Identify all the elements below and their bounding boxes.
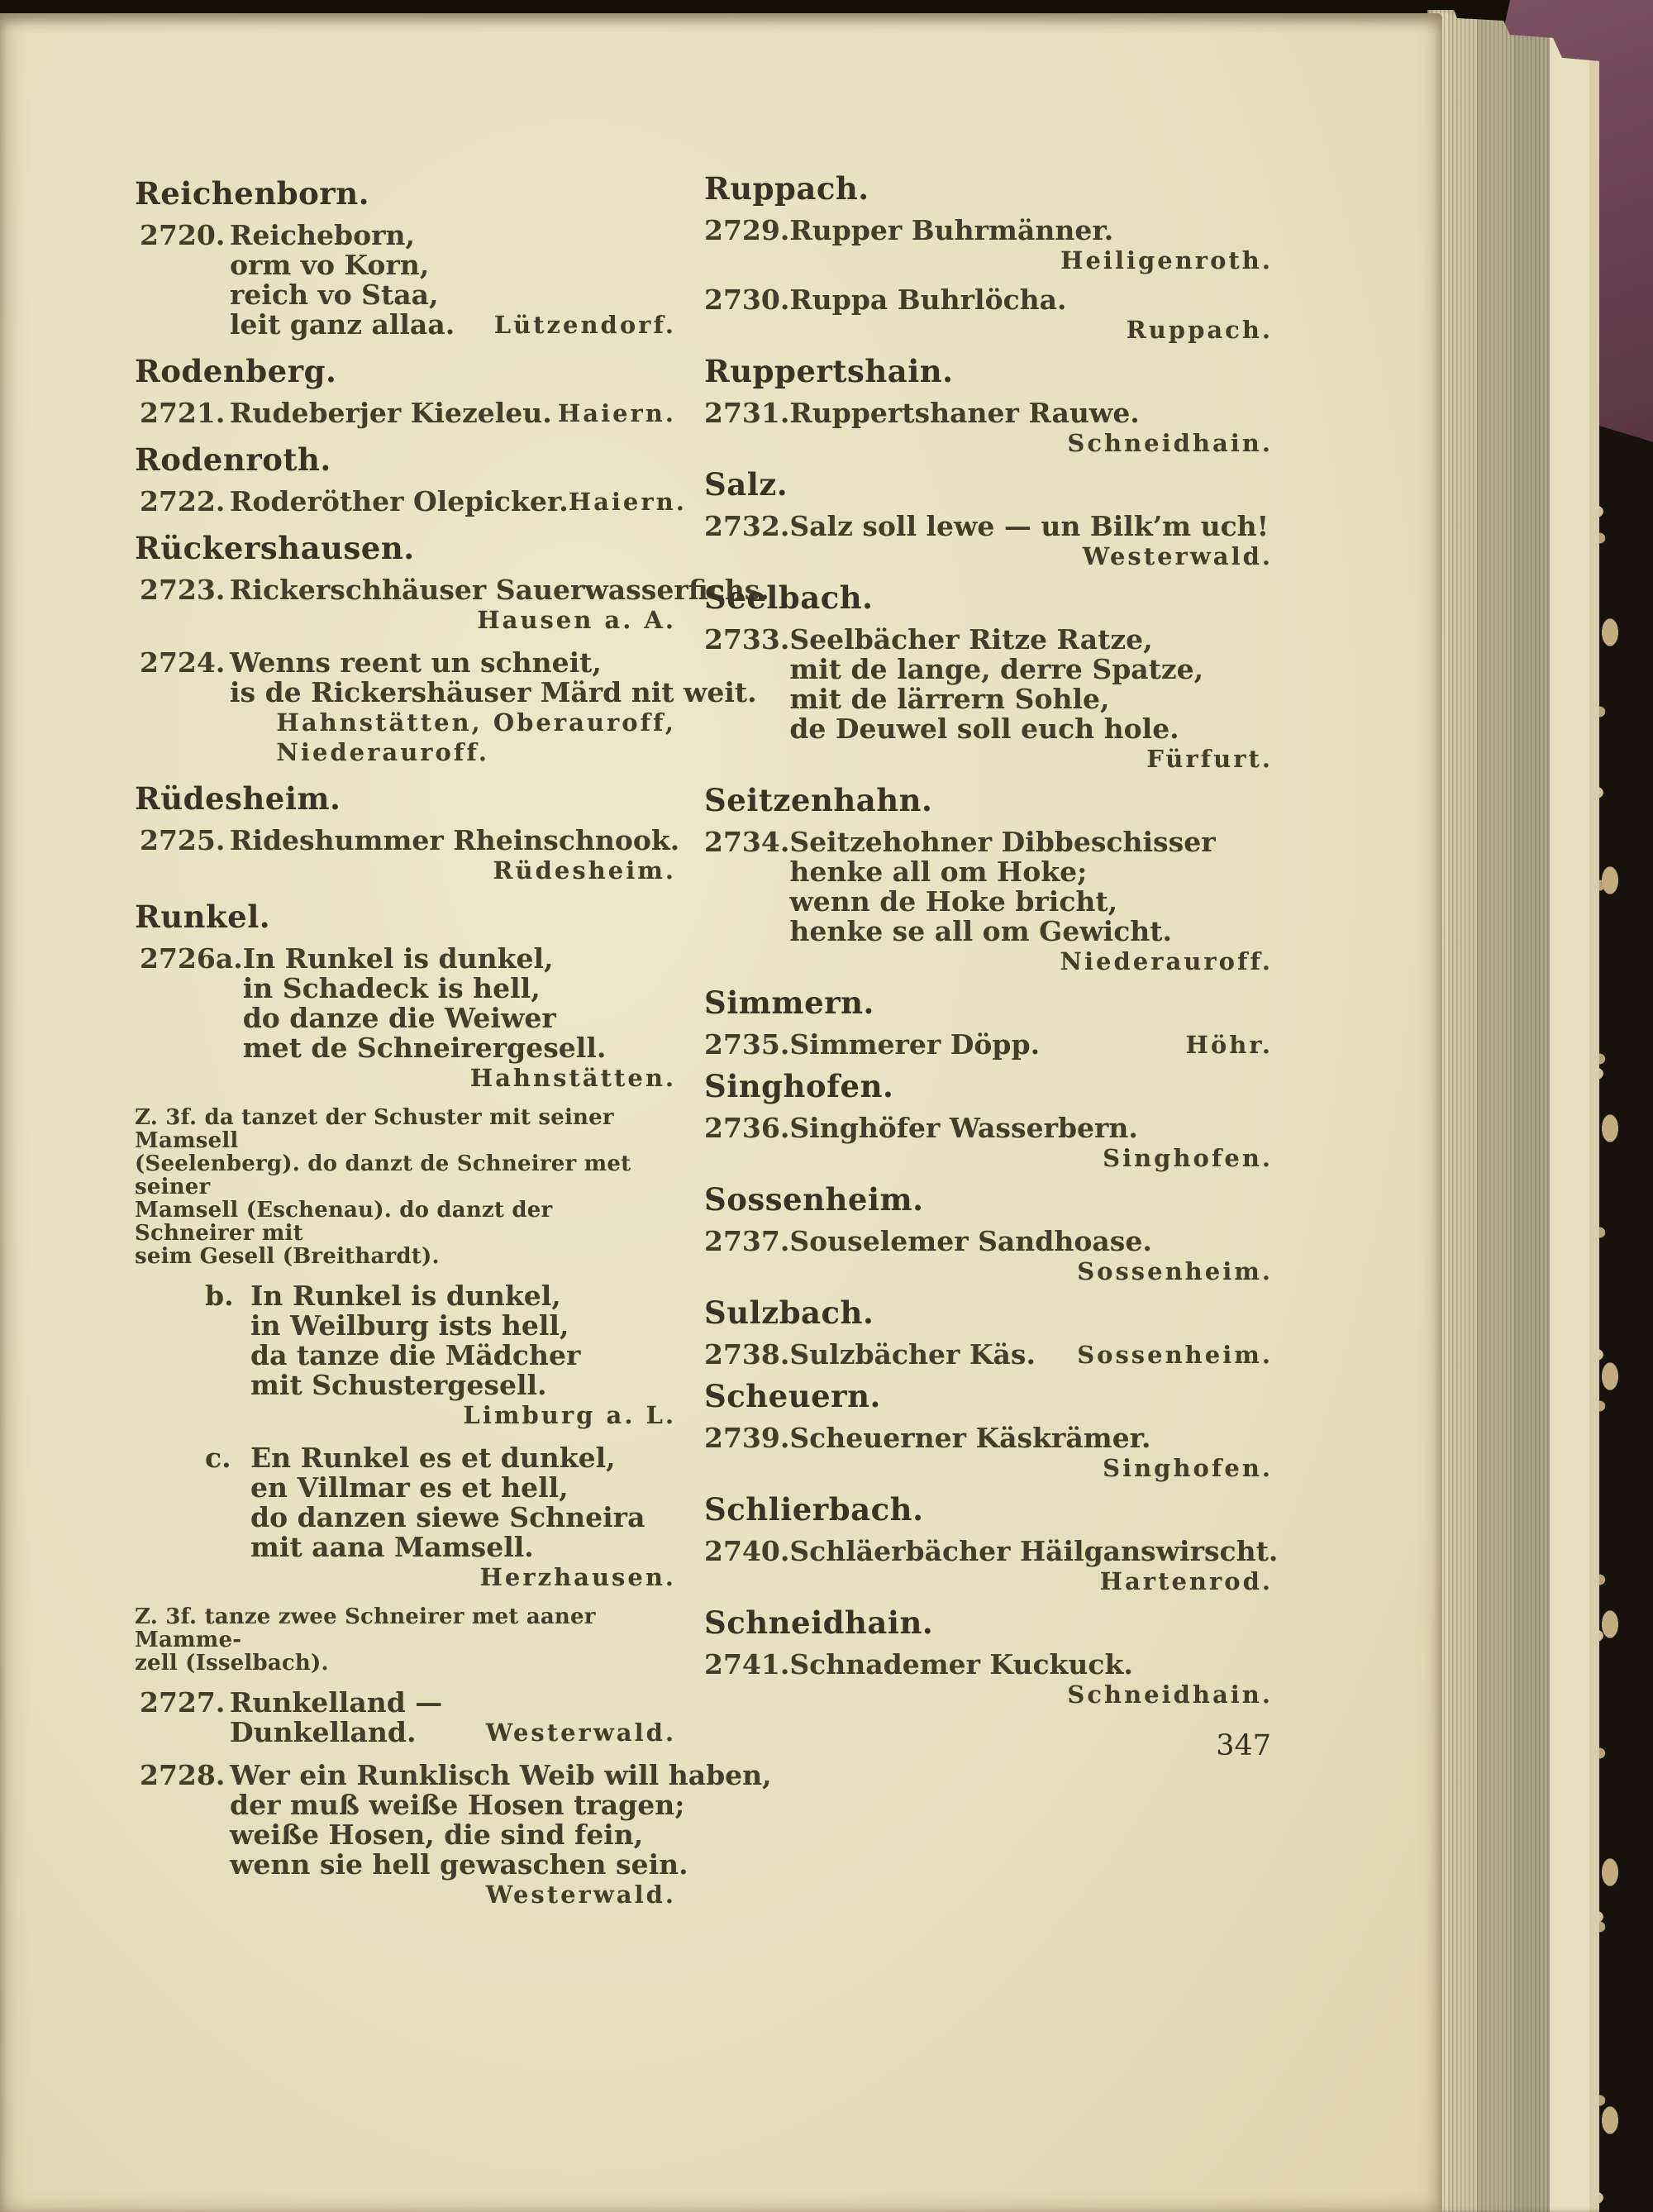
verse-line: Souselemer Sandhoase. [789,1225,1152,1257]
attribution-lines [470,1063,676,1093]
attribution: Sossenheim. [1077,1257,1273,1285]
verse-line: der muß weiße Hosen tragen; [230,1789,685,1821]
entry-verse [230,221,676,340]
entry [135,824,680,885]
attribution: Höhr. [1185,1031,1273,1059]
verse-line [789,1340,1273,1370]
attribution-lines [1103,1143,1273,1173]
attribution-lines [1100,1566,1273,1596]
entry [135,574,769,635]
section-heading: Singhofen. [704,1068,894,1104]
attribution-block [789,428,1273,458]
attribution-block [243,1063,676,1093]
section-heading: Sulzbach. [704,1294,874,1331]
entry [135,944,676,1093]
entry-verse [230,1759,772,1909]
attribution-block [789,541,1273,571]
attribution-block [789,1453,1273,1483]
verse-line: da tanze die Mädcher [250,1339,581,1371]
verse-line [789,1030,1273,1060]
section-heading: Rückershausen. [135,530,415,566]
entry [704,1030,1273,1060]
entry-section [704,782,1273,976]
attribution: Fürfurt. [1146,745,1273,773]
entry [704,512,1273,571]
entry-section [704,1604,1273,1709]
note-line: seim Gesell (Breithardt). [135,1244,440,1269]
section-heading: Rodenroth. [135,441,331,478]
entry-verse [789,1340,1273,1370]
entry-section [704,579,1273,774]
entry-section [135,175,676,341]
entry-number: 2729. [704,214,790,246]
entry-number: 2736. [704,1112,790,1144]
attribution-block [789,744,1273,774]
attribution-block [230,1880,676,1909]
entry-letter: c. [205,1442,231,1474]
verse-line [230,398,676,428]
entry-verse [250,1281,676,1430]
entry-verse [789,1423,1273,1483]
attribution-lines [1083,541,1273,571]
page-number: 347 [1216,1729,1271,1762]
dialect-variant-note [135,1106,676,1268]
section-heading: Runkel. [135,899,271,935]
entry [704,1423,1273,1483]
entry [135,1443,676,1592]
verse-line [230,310,676,340]
verse-line: Rickerschhäuser Sauerwasserfichs. [230,574,769,606]
attribution-block [789,1680,1273,1709]
entry-number: 2731. [704,397,790,429]
entry-verse [789,1030,1273,1060]
section-heading: Rodenberg. [135,353,337,389]
attribution-block [789,1566,1273,1596]
attribution-block [789,1256,1273,1286]
note-line: Z. 3f. da tanzet der Schuster mit seiner Mamsell [135,1105,614,1153]
entry [704,827,1273,976]
verse-line: in Weilburg ists hell, [250,1309,569,1342]
attribution-block [789,1143,1273,1173]
verse-line: weiße Hosen, die sind fein, [230,1819,644,1851]
verse-line: Seelbächer Ritze Ratze, [789,623,1153,655]
column-right [704,162,1279,1762]
verse-line: mit aana Mamsell. [250,1531,534,1563]
verse-line: Wer ein Runklisch Weib will haben, [230,1759,772,1791]
entry-section [704,1181,1273,1286]
attribution-lines [1103,1453,1273,1483]
attribution-lines [486,1880,676,1909]
book-page [0,13,1442,2212]
attribution: Hahnstätten. [469,1064,676,1092]
verse-text: Dunkelland. [230,1716,417,1748]
verse-line: orm vo Korn, [230,249,430,281]
attribution-lines [1067,1680,1273,1709]
verse-line: Salz soll lewe — un Bilk’m uch! [789,510,1270,542]
attribution-lines [477,605,676,635]
verse-line: en Villmar es et hell, [250,1471,569,1504]
attribution: Herzhausen. [479,1563,676,1591]
entry-verse [789,1535,1279,1596]
entry-verse [250,1443,676,1592]
entry-number: 2724. [140,646,226,679]
entry [704,1650,1273,1709]
entry [135,1688,676,1747]
verse-line: Reicheborn, [230,219,415,251]
verse-line: is de Rickershäuser Märd nit weit. [230,676,757,708]
attribution-lines [1077,1256,1273,1286]
section-heading: Reichenborn. [135,175,370,212]
attribution: Rüdesheim. [493,856,676,884]
verse-line: En Runkel es et dunkel, [250,1442,616,1474]
attribution-block [250,1400,676,1430]
note-line: Mamsell (Eschenau). do danzt der Schneirer mit [135,1198,553,1246]
attribution: Westerwald. [485,1719,676,1747]
verse-line: Schläerbächer Häilganswirscht. [789,1535,1279,1567]
verse-line: Schnademer Kuckuck. [789,1648,1133,1680]
attribution-lines [463,1400,676,1430]
entry [704,216,1273,275]
verse-text: leit ganz allaa. [230,308,455,341]
verse-line: henke all om Hoke; [789,856,1088,888]
dialect-variant-note [135,1605,676,1675]
section-heading: Seelbach. [704,579,874,616]
attribution: Schneidhain. [1067,1680,1273,1709]
attribution-block [789,315,1273,345]
entry-number: 2726a. [140,942,243,975]
verse-line: in Schadeck is hell, [242,972,541,1004]
attribution-lines [276,708,676,767]
section-heading: Schlierbach. [704,1491,924,1528]
verse-line: In Runkel is dunkel, [250,1280,561,1312]
section-heading: Rüdesheim. [135,780,341,817]
entry-number: 2740. [704,1535,790,1567]
entry [135,646,757,767]
attribution: Niederauroff. [276,738,489,766]
entry-section [704,1294,1273,1371]
entry-verse [230,646,757,767]
attribution-lines [1127,315,1273,345]
attribution-lines [1146,744,1273,774]
verse-line: wenn sie hell gewaschen sein. [230,1848,688,1881]
entry-section [704,1378,1273,1483]
entry-section [704,1491,1279,1596]
entry-number: 2727. [140,1686,226,1719]
entry-number: 2720. [140,219,226,251]
attribution: Sossenheim. [1077,1341,1273,1369]
entry-verse [789,512,1273,571]
verse-line: de Deuwel soll euch hole. [789,713,1179,745]
entry [135,485,687,517]
attribution-block [230,708,676,767]
verse-text: Roderöther Olepicker. [230,485,569,517]
entry-number: 2738. [704,1338,790,1371]
attribution: Hartenrod. [1099,1567,1273,1595]
attribution-block [230,856,676,885]
entry [704,1535,1279,1596]
entry-number: 2730. [704,284,790,316]
attribution: Westerwald. [1082,542,1273,570]
verse-line: Rideshummer Rheinschnook. [230,824,680,856]
entry [135,398,676,428]
section-heading: Salz. [704,466,788,503]
attribution: Heiligenroth. [1060,246,1273,274]
entry-verse [230,574,769,635]
attribution: Limburg a. L. [463,1401,676,1429]
entry [704,285,1273,345]
verse-line: mit de lange, derre Spatze, [789,653,1204,685]
note-line: zell (Isselbach). [135,1651,329,1676]
verse-line: Seitzehohner Dibbeschisser [789,826,1216,858]
section-heading: Schneidhain. [704,1604,934,1641]
entry-verse [230,1688,676,1747]
section-heading: Ruppertshain. [704,353,954,389]
section-heading: Seitzenhahn. [704,782,933,818]
attribution-lines [479,1562,676,1592]
entry-number: 2732. [704,510,790,542]
entry-section [704,1068,1273,1173]
section-heading: Simmern. [704,984,874,1021]
entry [704,1340,1273,1370]
verse-text: Rudeberjer Kiezeleu. [230,397,552,429]
attribution: Haiern. [557,399,676,427]
verse-line: wenn de Hoke bricht, [789,885,1118,918]
entry-number: 2733. [704,623,790,655]
attribution: Niederauroff. [1060,947,1273,975]
attribution-lines [1060,946,1274,976]
entry-section [704,170,1273,345]
entry-number: 2739. [704,1422,790,1454]
verse-line: Singhöfer Wasserbern. [789,1112,1138,1144]
entry [135,1281,676,1430]
entry-number: 2725. [140,824,226,856]
note-line: (Seelenberg). do danzt de Schneirer met seiner [135,1151,631,1199]
attribution-block [789,946,1273,976]
entry-number: 2734. [704,826,790,858]
entry-section [704,466,1273,571]
entry-verse [230,485,687,517]
entry [135,221,676,340]
entry [704,1113,1273,1173]
page-stack-fore-edge [1427,10,1599,2212]
attribution: Hahnstätten, Oberauroff, [276,708,676,737]
attribution-lines [1067,428,1273,458]
entry-section [135,353,676,429]
attribution: Singhofen. [1103,1144,1273,1172]
entry [135,1759,772,1909]
entry-verse [789,1227,1273,1286]
verse-line: Rupper Buhrmänner. [789,214,1114,246]
verse-text: Sulzbächer Käs. [789,1338,1036,1371]
verse-line: Ruppertshaner Rauwe. [789,397,1140,429]
verse-line: reich vo Staa, [230,279,439,311]
entry-verse [789,1650,1273,1709]
attribution-block [789,246,1273,275]
attribution-block [250,1562,676,1592]
attribution: Lützendorf. [493,311,676,339]
entry [704,1227,1273,1286]
entry-number: 2735. [704,1028,790,1061]
entry-section [135,780,680,885]
entry-verse [243,944,676,1093]
entry-verse [789,398,1273,458]
verse-line [230,485,687,517]
verse-line [230,1718,676,1747]
attribution: Ruppach. [1126,316,1273,344]
entry-verse [230,824,680,885]
entry-verse [789,1113,1273,1173]
entry-number: 2721. [140,397,226,429]
attribution: Hausen a. A. [477,606,676,634]
entry-section [135,441,687,517]
verse-line: mit de lärrern Sohle, [789,683,1110,715]
attribution: Singhofen. [1103,1454,1273,1482]
attribution-block [230,605,676,635]
entry-number: 2722. [140,485,226,517]
verse-line: In Runkel is dunkel, [242,942,554,975]
verse-line: do danzen siewe Schneira [250,1501,645,1533]
section-heading: Sossenheim. [704,1181,924,1218]
attribution-lines [1060,246,1273,275]
verse-text: Simmerer Döpp. [789,1028,1041,1061]
entry-section [704,353,1273,458]
entry-verse [230,398,676,428]
entry-number: 2723. [140,574,226,606]
section-heading: Scheuern. [704,1378,881,1414]
verse-line: Ruppa Buhrlöcha. [789,284,1067,316]
entry-verse [789,625,1273,774]
verse-line: do danze die Weiwer [242,1002,556,1034]
verse-line: henke se all om Gewicht. [789,915,1173,947]
verse-line: met de Schneirergesell. [242,1032,607,1064]
note-line: Z. 3f. tanze zwee Schneirer met aaner Mamme- [135,1604,596,1652]
entry-verse [789,216,1273,275]
verse-line: Runkelland — [230,1686,443,1719]
section-heading: Ruppach. [704,170,869,207]
entry-verse [789,285,1273,345]
entry-number: 2737. [704,1225,790,1257]
verse-line: Wenns reent un schneit, [230,646,602,679]
attribution: Schneidhain. [1067,429,1273,457]
verse-line: Scheuerner Käskrämer. [789,1422,1151,1454]
verse-line: mit Schustergesell. [250,1369,547,1401]
entry [704,398,1273,458]
entry-number: 2728. [140,1759,226,1791]
entry-section [704,984,1273,1061]
attribution: Haiern. [568,488,687,516]
entry-number: 2741. [704,1648,790,1680]
entry-verse [789,827,1273,976]
attribution: Westerwald. [485,1881,676,1909]
entry-letter: b. [205,1280,234,1312]
entry [704,625,1273,774]
attribution-lines [493,856,676,885]
